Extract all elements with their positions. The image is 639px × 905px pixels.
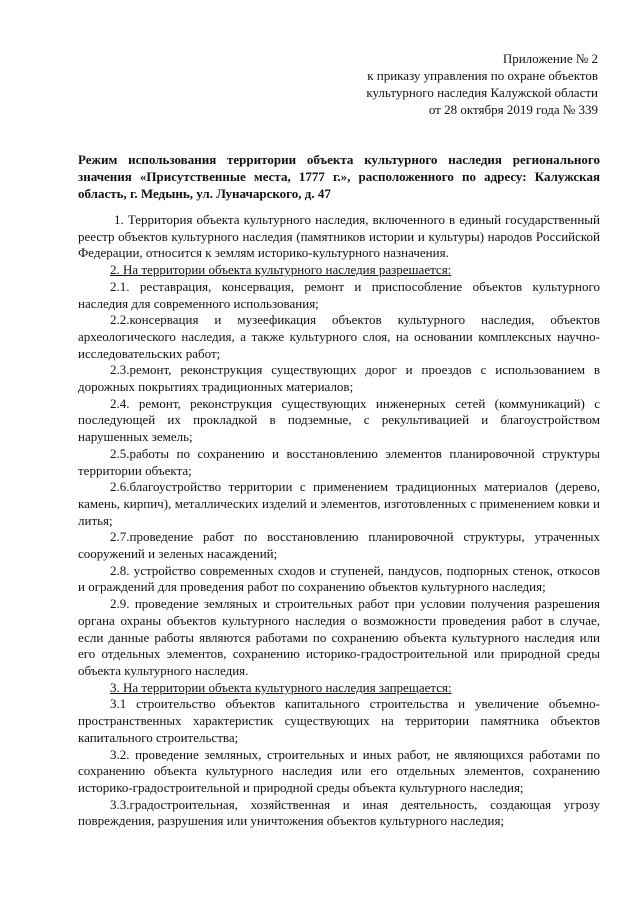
- paragraph-3-3: 3.3.градостроительная, хозяйственная и иная деятельность, создающая угрозу повреждения, разрушения или уничтожения объектов культурного наследия;: [78, 796, 600, 829]
- appendix-date: от 28 октября 2019 года № 339: [428, 102, 598, 117]
- appendix-authority: культурного наследия Калужской области: [366, 85, 598, 100]
- appendix-order-ref: к приказу управления по охране объектов: [367, 68, 598, 83]
- paragraph-2-1: 2.1. реставрация, консервация, ремонт и приспособление объектов культурного наследия для современного использования;: [78, 278, 600, 311]
- paragraph-1: 1. Территория объекта культурного наследия, включенного в единый государственный реестр объектов культурного наследия (памятников истории и культуры) народов Российской Федерации, относится к землям историко-культурного назначения.: [78, 212, 600, 261]
- paragraph-2-3: 2.3.ремонт, реконструкция существующих дорог и проездов с использованием в дорожных покрытиях традиционных материалов;: [78, 362, 600, 395]
- paragraph-2-8: 2.8. устройство современных сходов и ступеней, пандусов, подпорных стенок, откосов и ограждений для проведения работ по сохранению объектов культурного наследия;: [78, 562, 600, 595]
- appendix-header: [366, 50, 598, 118]
- document-title: Режим использования территории объекта культурного наследия регионального значения «Присутственные места, 1777 г.», расположенного по адресу: Калужская область, г. Медынь, ул. Луначарского, д. 47: [78, 152, 600, 201]
- section-heading-prohibited: 3. На территории объекта культурного наследия запрещается:: [110, 679, 452, 695]
- paragraph-2-4: 2.4. ремонт, реконструкция существующих инженерных сетей (коммуникаций) с последующей их прокладкой в подземные, с рекультивацией и благоустройством нарушенных земель;: [78, 395, 600, 445]
- paragraph-2-2: 2.2.консервация и музеефикация объектов культурного наследия, объектов археологического наследия, а также культурного слоя, на основании комплексных научно-исследовательских работ;: [78, 312, 600, 361]
- paragraph-3-2: 3.2. проведение земляных, строительных и иных работ, не являющихся работами по сохранению объекта культурного наследия или его отдельных элементов, сохранению историко-градостроительной и природной среды объекта культурного наследия;: [78, 746, 600, 795]
- paragraph-2-5: 2.5.работы по сохранению и восстановлению элементов планировочной структуры территории объекта;: [78, 445, 600, 478]
- document-body: [78, 212, 600, 830]
- section-heading-allowed: 2. На территории объекта культурного наследия разрешается:: [110, 262, 452, 278]
- paragraph-2-7: 2.7.проведение работ по восстановлению планировочной структуры, утраченных сооружений и зеленых насаждений;: [78, 529, 600, 562]
- appendix-number: Приложение № 2: [502, 51, 598, 66]
- paragraph-2-9: 2.9. проведение земляных и строительных работ при условии получения разрешения органа охраны объектов культурного наследия о возможности проведения работ в случае, если данные работы являются работами по сохранению объекта культурного наследия или его отдельных элементов, сохранению историко-градостроительной или природной среды объекта культурного наследия.: [78, 596, 600, 678]
- paragraph-3-1: 3.1 строительство объектов капитального строительства и увеличение объемно-пространственных характеристик существующих на территории памятника объектов капитального строительства;: [78, 696, 600, 745]
- paragraph-2-6: 2.6.благоустройство территории с применением традиционных материалов (дерево, камень, кирпич), металлических изделий и элементов, изготовленных с применением ковки и литья;: [78, 479, 600, 528]
